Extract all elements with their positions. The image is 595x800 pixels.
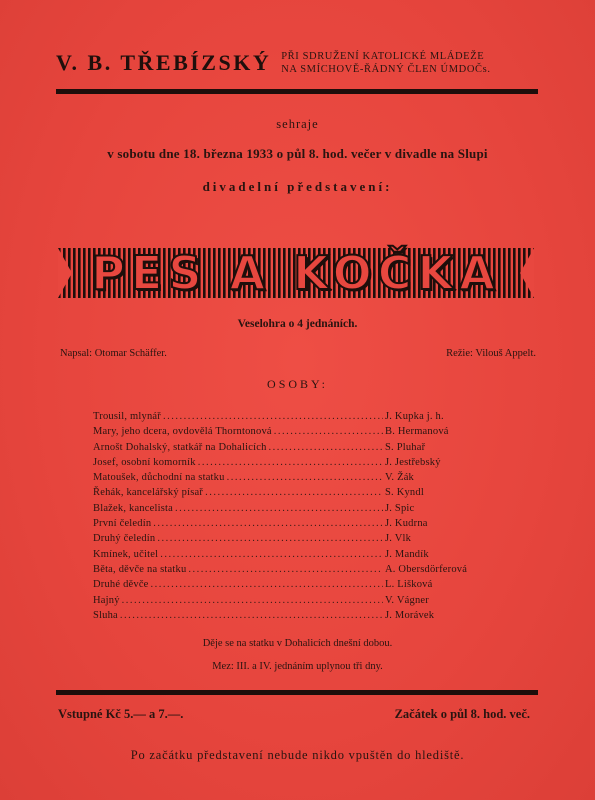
dot-leader (175, 501, 383, 516)
cast-role: Kmínek, učitel (93, 548, 159, 560)
cast-row (93, 455, 495, 470)
play-genre: Veselohra o 4 jednáních. (237, 318, 358, 330)
dot-leader (205, 485, 383, 500)
cast-heading: OSOBY: (267, 377, 328, 391)
cast-role: Druhé děvče (93, 579, 149, 591)
cast-row (93, 531, 495, 546)
affiliation-line-1: PŘI SDRUŽENÍ KATOLICKÉ MLÁDEŽE (281, 51, 485, 62)
credits-row (60, 348, 536, 359)
director-credit: Režie: Vilouš Appelt. (446, 348, 536, 359)
cast-role: První čeledín (93, 518, 152, 530)
dot-leader (151, 577, 383, 592)
cast-actor: J. Spic (385, 502, 415, 514)
cast-actor: J. Jestřebský (385, 456, 441, 468)
cast-role: Blažek, kancelista (93, 502, 173, 514)
cast-row (93, 562, 495, 577)
performance-type: divadelní představení: (202, 179, 393, 194)
cast-role: Mary, jeho dcera, ovdovělá Thorntonová (93, 426, 272, 438)
cast-row (93, 470, 495, 485)
cast-row (93, 485, 495, 500)
dot-leader (163, 409, 383, 424)
play-title-banner (58, 244, 534, 302)
cast-row (93, 577, 495, 592)
organization-name: V. B. TŘEBÍZSKÝ (56, 50, 272, 75)
ticket-info-row (58, 707, 530, 722)
dot-leader (198, 455, 383, 470)
cast-role: Řehák, kancelářský písař (93, 487, 204, 499)
interval-note: Mez: III. a IV. jednáním uplynou tři dny. (212, 661, 383, 672)
dot-leader (274, 424, 383, 439)
admission-price: Vstupné Kč 5.— a 7.—. (58, 707, 184, 721)
organization-header (56, 50, 546, 76)
play-title: PES A KOČKA (91, 246, 501, 300)
dot-leader (153, 516, 383, 531)
cast-actor: J. Kudrna (385, 518, 428, 530)
setting-note: Děje se na statku v Dohalicích dnešní dobou. (202, 638, 393, 649)
cast-actor: V. Vágner (385, 594, 429, 606)
cast-row (93, 547, 495, 562)
dot-leader (122, 593, 383, 608)
author-credit: Napsal: Otomar Schäffer. (60, 348, 167, 359)
dot-leader (227, 470, 383, 485)
cast-actor: J. Mandík (385, 548, 429, 560)
cast-list (93, 409, 495, 623)
dot-leader (157, 531, 383, 546)
cast-row (93, 593, 495, 608)
cast-role: Sluha (93, 609, 118, 621)
cast-actor: V. Žák (385, 472, 415, 484)
cast-actor: S. Pluhař (385, 441, 426, 453)
organization-affiliation (281, 50, 490, 76)
cast-role: Běta, děvče na statku (93, 563, 187, 575)
cast-row (93, 440, 495, 455)
performance-date: v sobotu dne 18. března 1933 o půl 8. hod. večer v divadle na Slupi (107, 146, 488, 161)
late-entry-warning: Po začátku představení nebude nikdo vpuštěn do hlediště. (130, 748, 465, 762)
dot-leader (160, 547, 383, 562)
sehraje-text: sehraje (276, 117, 319, 131)
cast-role: Hajný (93, 594, 120, 606)
cast-actor: L. Lišková (385, 579, 433, 591)
bottom-divider (56, 690, 538, 695)
dot-leader (269, 440, 383, 455)
cast-role: Druhý čeledín (93, 533, 156, 545)
cast-row (93, 501, 495, 516)
dot-leader (188, 562, 383, 577)
cast-actor: B. Hermanová (385, 426, 449, 438)
cast-row (93, 516, 495, 531)
cast-row (93, 409, 495, 424)
cast-row (93, 608, 495, 623)
cast-actor: J. Kupka j. h. (385, 411, 444, 422)
cast-actor: J. Morávek (385, 609, 435, 621)
cast-actor: J. Vlk (385, 533, 412, 545)
cast-role: Matoušek, důchodní na statku (93, 472, 225, 484)
cast-row (93, 424, 495, 439)
cast-role: Arnošt Dohalský, statkář na Dohalicích (93, 441, 267, 453)
affiliation-line-2: NA SMÍCHOVĚ-ŘÁDNÝ ČLEN ÚMDOČs. (281, 64, 491, 75)
top-divider (56, 89, 538, 94)
cast-actor: A. Obersdörferová (385, 563, 468, 575)
start-time: Začátek o půl 8. hod. več. (394, 707, 530, 721)
cast-role: Trousil, mlynář (93, 411, 161, 422)
dot-leader (120, 608, 383, 623)
cast-role: Josef, osobní komorník (93, 456, 196, 468)
cast-actor: S. Kyndl (385, 487, 424, 499)
